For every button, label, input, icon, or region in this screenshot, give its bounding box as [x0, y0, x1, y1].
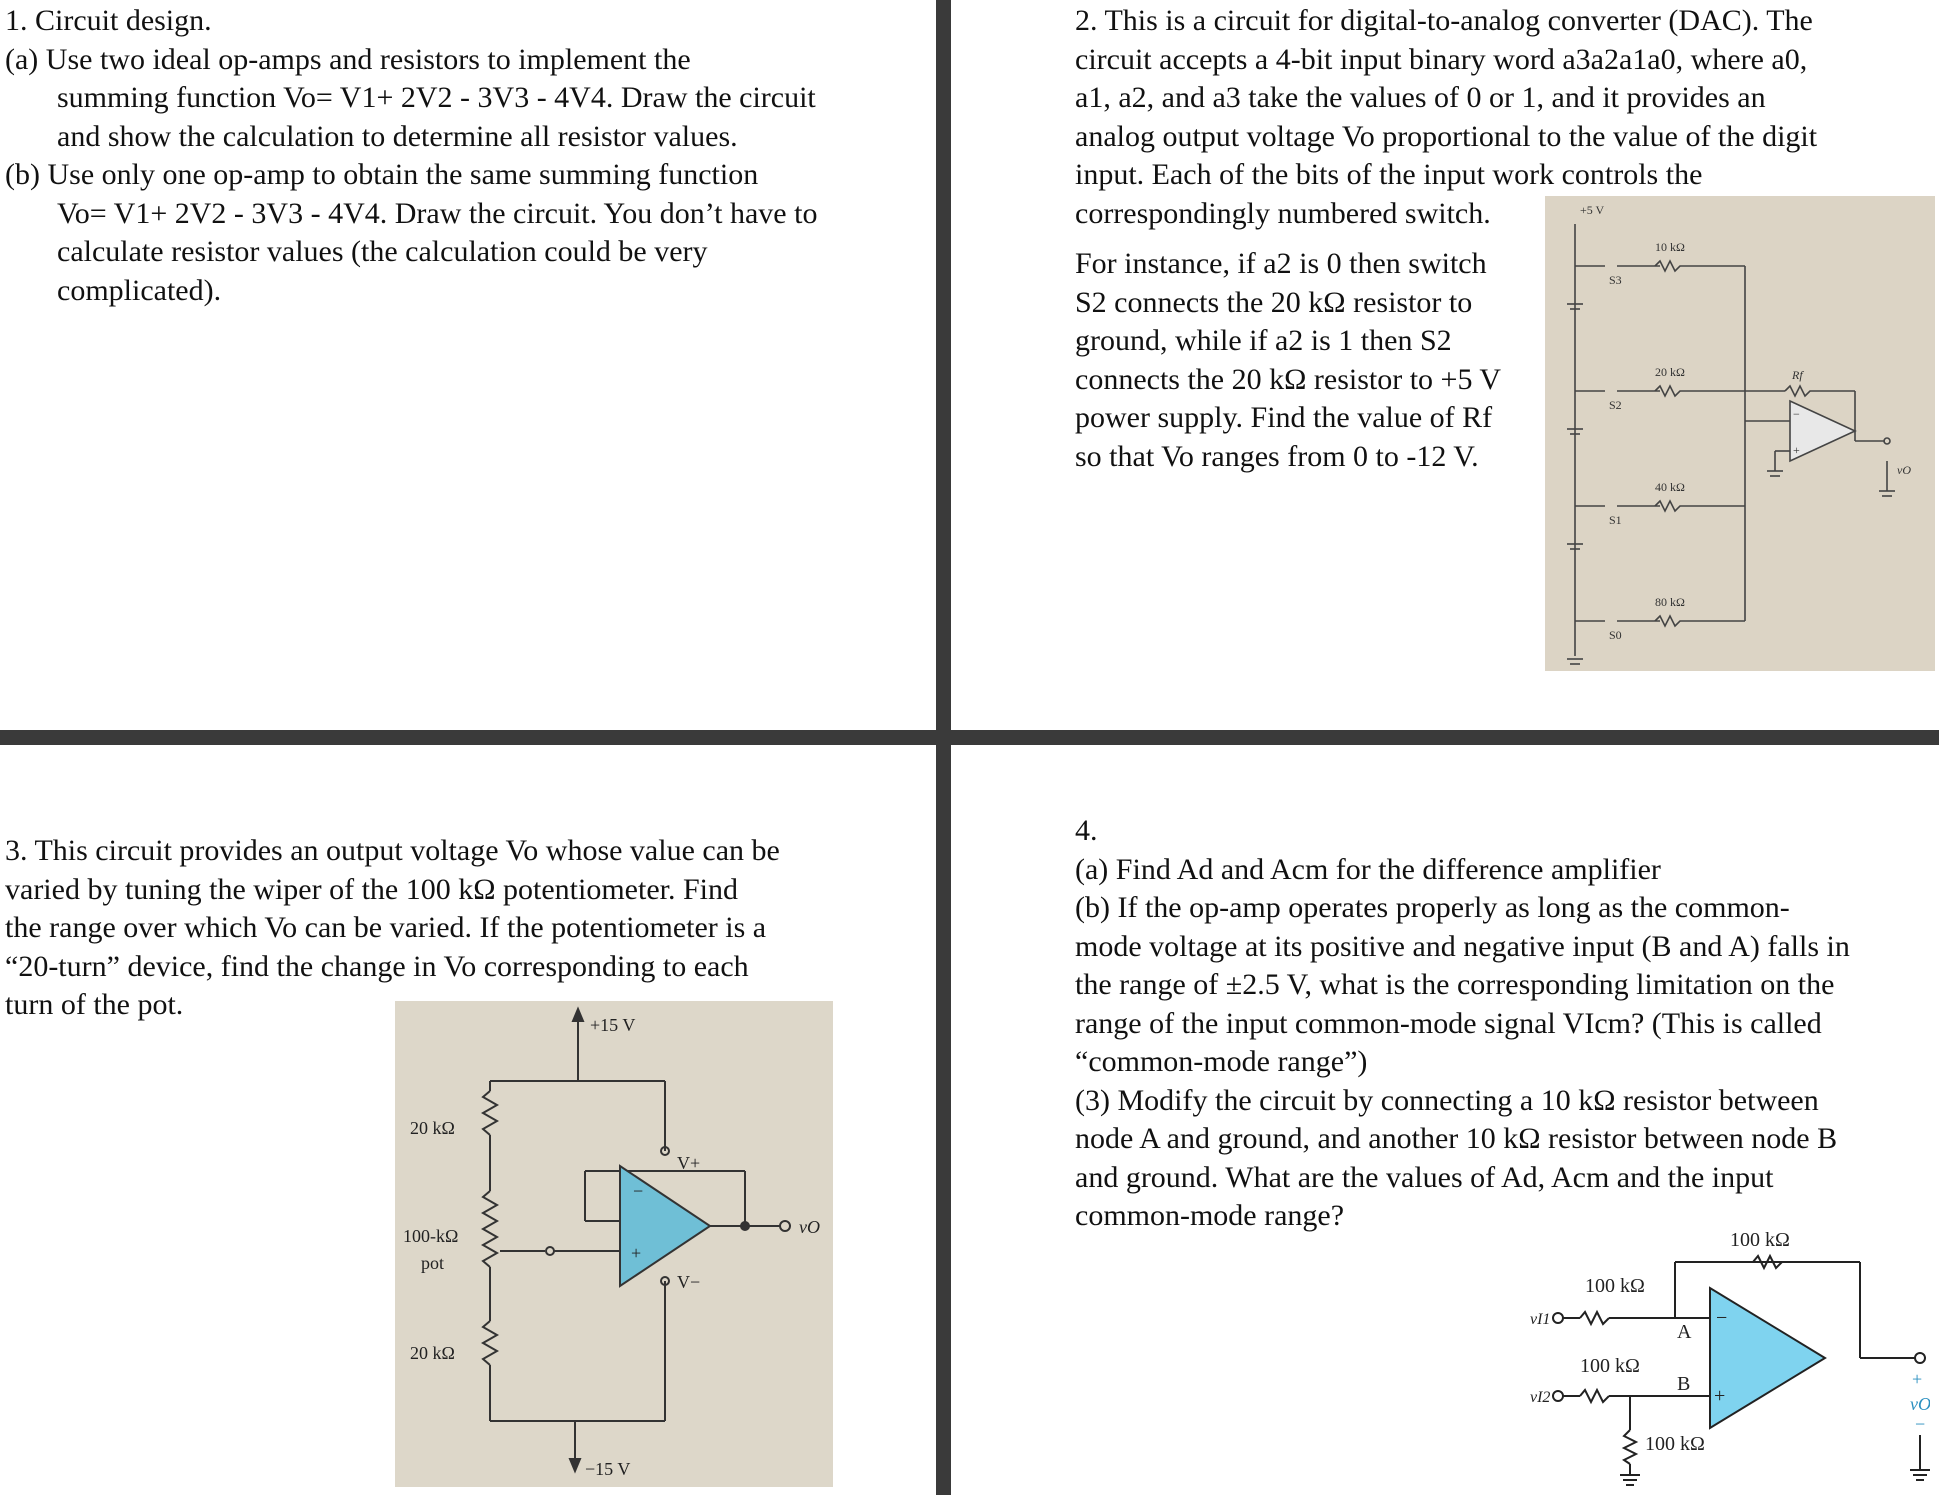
dac-s0-label: S0: [1609, 628, 1622, 642]
dac-output-label: vO: [1897, 463, 1911, 477]
q2-line7: For instance, if a2 is 0 then switch: [1075, 247, 1487, 280]
q3-line5: turn of the pot.: [5, 988, 184, 1021]
diff-amp-minus-sign: −: [1716, 1307, 1728, 1329]
q2-line10: connects the 20 kΩ resistor to +5 V: [1075, 362, 1502, 396]
question-4: [1075, 812, 1935, 1236]
dac-rf-label: Rf: [1792, 368, 1803, 382]
q4-part-b-line1: (b) If the op-amp operates properly as long as the common-: [1075, 891, 1790, 924]
pot-output-label: vO: [799, 1217, 820, 1237]
q1-part-a-line1: (a) Use two ideal op-amps and resistors to implement the: [5, 42, 691, 76]
diff-amp-rgnd-label: 100 kΩ: [1645, 1433, 1705, 1455]
horizontal-divider: [0, 730, 1939, 745]
q4-part-c-line2: node A and ground, and another 10 kΩ resistor between node B: [1075, 1122, 1838, 1155]
pot-rbot-label: 20 kΩ: [410, 1343, 455, 1363]
dac-r3-label: 10 kΩ: [1655, 240, 1685, 254]
q2-line6: correspondingly numbered switch.: [1075, 196, 1491, 230]
q1-title: 1. Circuit design.: [5, 4, 212, 37]
q4-part-c-line1: (3) Modify the circuit by connecting a 10 kΩ resistor between: [1075, 1083, 1819, 1117]
q4-part-c-line3: and ground. What are the values of Ad, Acm and the input: [1075, 1160, 1774, 1194]
pot-pot2-label: pot: [421, 1253, 445, 1273]
question-1: [5, 2, 925, 310]
q1-part-b-line3: calculate resistor values (the calculation could be very: [57, 235, 708, 268]
diff-amp-in1-label: vI1: [1530, 1311, 1551, 1328]
q1-part-a-line2: summing function Vo= V1+ 2V2 - 3V3 - 4V4. Draw the circuit: [57, 81, 816, 114]
dac-s2-label: S2: [1609, 398, 1622, 412]
q1-part-b-line1: (b) Use only one op-amp to obtain the same summing function: [5, 158, 759, 191]
pot-vneg-label: −15 V: [585, 1459, 631, 1479]
dac-circuit-figure: [1545, 196, 1935, 671]
pot-circuit-figure: [395, 1001, 833, 1487]
q4-part-b-line4: range of the input common-mode signal VIcm? (This is called: [1075, 1006, 1822, 1040]
q3-line1: 3. This circuit provides an output voltage Vo whose value can be: [5, 834, 780, 867]
diff-amp-output-label: vO: [1910, 1394, 1930, 1414]
q2-line11: power supply. Find the value of Rf: [1075, 401, 1493, 434]
q3-line4: “20-turn” device, find the change in Vo corresponding to each: [5, 949, 749, 983]
pot-vminus-label: V−: [677, 1272, 701, 1292]
diff-amp-in2-label: vI2: [1530, 1389, 1551, 1406]
question-3: [5, 832, 925, 1025]
dac-circuit-svg: [1545, 196, 1935, 671]
vertical-divider: [936, 0, 951, 1495]
diff-amp-r2-label: 100 kΩ: [1580, 1355, 1640, 1377]
q4-part-c-line4: common-mode range?: [1075, 1199, 1345, 1232]
q4-part-b-line5: “common-mode range”): [1075, 1045, 1368, 1078]
dac-plus-sign: +: [1793, 443, 1800, 457]
diff-amp-r1-label: 100 kΩ: [1585, 1275, 1645, 1297]
pot-plus-sign: +: [631, 1243, 642, 1263]
diff-amp-node-a: A: [1677, 1321, 1692, 1343]
q2-line9: ground, while if a2 is 1 then S2: [1075, 324, 1452, 357]
q1-part-b-line4: complicated).: [57, 273, 222, 307]
q4-number: 4.: [1075, 814, 1098, 847]
q1-part-b-line2: Vo= V1+ 2V2 - 3V3 - 4V4. Draw the circuit. You don’t have to: [57, 196, 818, 230]
diff-amp-output-minus: −: [1915, 1414, 1926, 1434]
diff-amp-figure: [1520, 1220, 1930, 1492]
diff-amp-plus-sign: +: [1714, 1385, 1726, 1407]
dac-supply-label: +5 V: [1580, 203, 1605, 217]
dac-r2-label: 20 kΩ: [1655, 365, 1685, 379]
q2-line8: S2 connects the 20 kΩ resistor to: [1075, 285, 1473, 319]
diff-amp-node-b: B: [1677, 1373, 1691, 1395]
dac-r1-label: 40 kΩ: [1655, 480, 1685, 494]
pot-minus-sign: −: [633, 1181, 644, 1201]
diff-amp-svg: [1520, 1220, 1930, 1492]
q3-line3: the range over which Vo can be varied. If the potentiometer is a: [5, 911, 767, 944]
pot-vpos-label: +15 V: [590, 1015, 636, 1035]
dac-minus-sign: −: [1793, 407, 1800, 421]
q1-part-a-line3: and show the calculation to determine all resistor values.: [57, 119, 738, 153]
pot-circuit-svg: [395, 1001, 833, 1487]
q2-line5: input. Each of the bits of the input work controls the: [1075, 158, 1703, 191]
dac-s3-label: S3: [1609, 273, 1622, 287]
q4-part-b-line2: mode voltage at its positive and negative input (B and A) falls in: [1075, 929, 1850, 963]
q4-part-a: (a) Find Ad and Acm for the difference amplifier: [1075, 852, 1661, 886]
q2-line4: analog output voltage Vo proportional to the value of the digit: [1075, 119, 1818, 153]
pot-rtop-label: 20 kΩ: [410, 1118, 455, 1138]
q3-line2: varied by tuning the wiper of the 100 kΩ potentiometer. Find: [5, 872, 738, 906]
q2-line3: a1, a2, and a3 take the values of 0 or 1, and it provides an: [1075, 81, 1766, 114]
pot-vplus-label: V+: [677, 1153, 701, 1173]
diff-amp-output-plus: +: [1912, 1369, 1923, 1389]
dac-r0-label: 80 kΩ: [1655, 595, 1685, 609]
q2-line1: 2. This is a circuit for digital-to-analog converter (DAC). The: [1075, 4, 1813, 37]
question-2-body: [1075, 245, 1545, 476]
diff-amp-rfb-label: 100 kΩ: [1730, 1229, 1790, 1251]
q4-part-b-line3: the range of ±2.5 V, what is the corresponding limitation on the: [1075, 968, 1835, 1001]
q2-line12: so that Vo ranges from 0 to -12 V.: [1075, 439, 1479, 473]
pot-pot1-label: 100-kΩ: [403, 1226, 459, 1246]
q2-line2: circuit accepts a 4-bit input binary word a3a2a1a0, where a0,: [1075, 42, 1808, 76]
dac-s1-label: S1: [1609, 513, 1622, 527]
